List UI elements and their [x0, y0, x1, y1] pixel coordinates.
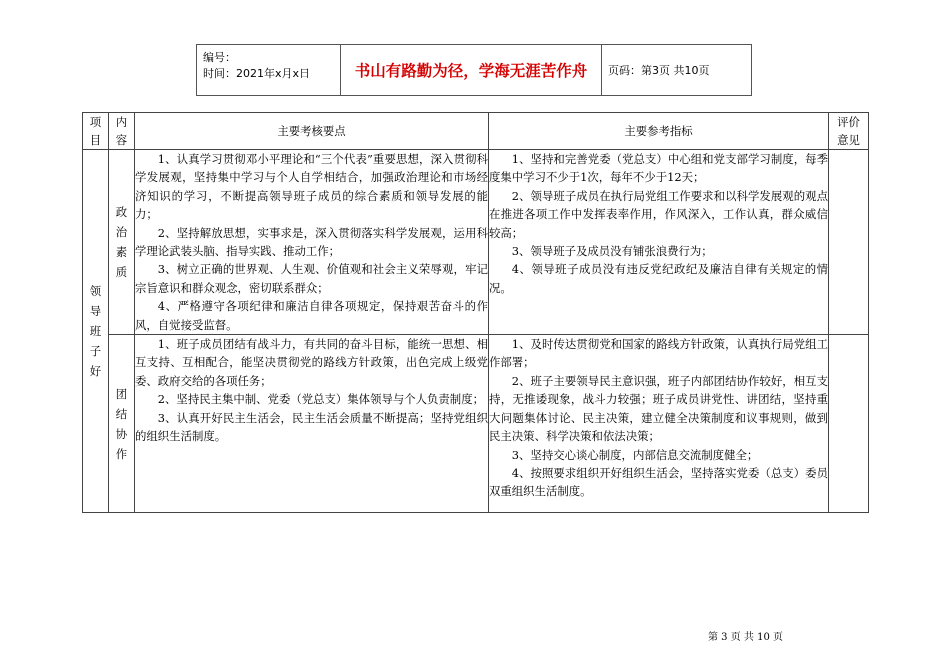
- page-label: 页码：第3页 共10页: [608, 64, 710, 77]
- item-name-char: 班: [89, 324, 102, 339]
- indicator-text: 4、按照要求组织开好组织生活会，坚持落实党委（总支）委员双重组织生活制度。: [489, 465, 828, 499]
- header-content-line: 容: [115, 133, 128, 147]
- indicators-cell: [489, 335, 829, 513]
- point-text: 4、严格遵守各项纪律和廉洁自律各项规定，保持艰苦奋斗的作风，自觉接受监督。: [135, 299, 488, 332]
- header-points: 主要考核要点: [135, 113, 489, 150]
- row-name-cell: [109, 150, 135, 335]
- point-text: 1、认真学习贯彻邓小平理论和“三个代表”重要思想，深入贯彻科学发展观，坚持集中学习与个人自学相结合，加强政治理论和市场经济知识的学习，不断提高领导班子成员的综合素质和领导发展的能力；: [135, 152, 488, 222]
- points-cell: [135, 150, 489, 335]
- point-text: 2、坚持民主集中制、党委（党总支）集体领导与个人负责制度；: [157, 392, 484, 407]
- indicator-text: 1、及时传达贯彻党和国家的路线方针政策，认真执行局党组工作部署；: [489, 337, 828, 370]
- header-evaluation-line: 意见: [837, 133, 860, 147]
- header-content-line: 内: [115, 115, 128, 129]
- header-indicators: 主要参考指标: [489, 113, 829, 150]
- header-item: [83, 113, 109, 150]
- item-name-cell: [83, 150, 109, 513]
- number-label: 编号：: [203, 51, 236, 64]
- header-content: [109, 113, 135, 150]
- evaluation-cell: [829, 335, 869, 513]
- header-evaluation-line: 评价: [837, 115, 860, 129]
- point-text: 1、班子成员团结有战斗力，有共同的奋斗目标，能统一思想、相互支持、互相配合，能坚决贯彻党的路线方针政策，出色完成上级党委、政府交给的各项任务；: [135, 337, 488, 388]
- row-name-char: 素: [115, 245, 128, 260]
- point-text: 2、坚持解放思想，实事求是，深入贯彻落实科学发展观，运用科学理论武装头脑、指导实践、推动工作；: [135, 225, 488, 259]
- item-name-char: 好: [89, 364, 102, 379]
- table-header-row: [83, 113, 869, 150]
- point-text: 3、认真开好民主生活会，民主生活会质量不断提高；坚持党组织的组织生活制度。: [135, 410, 488, 444]
- row-name-char: 治: [115, 225, 128, 240]
- document-header: [196, 44, 752, 96]
- table-row: [83, 335, 869, 513]
- indicator-text: 4、领导班子成员没有违反党纪政纪及廉洁自律有关规定的情况。: [489, 262, 828, 295]
- item-name-char: 领: [89, 284, 102, 299]
- indicator-text: 2、领导班子成员在执行局党组工作要求和以科学发展观的观点在推进各项工作中发挥表率作用，作风深入，工作认真，群众威信较高；: [489, 188, 828, 240]
- header-item-line: 项: [89, 115, 102, 129]
- assessment-table: [82, 112, 869, 513]
- table-row: [83, 150, 869, 335]
- motto: 书山有路勤为径，学海无涯苦作舟: [341, 45, 602, 95]
- row-name-char: 质: [115, 265, 128, 280]
- indicators-cell: [489, 150, 829, 335]
- evaluation-cell: [829, 150, 869, 335]
- row-name-char: 结: [115, 406, 128, 421]
- points-cell: [135, 335, 489, 513]
- header-item-line: 目: [89, 133, 102, 147]
- row-name-cell: [109, 335, 135, 513]
- header-meta: [197, 45, 341, 95]
- item-name-char: 子: [89, 344, 102, 359]
- point-text: 3、树立正确的世界观、人生观、价值观和社会主义荣辱观，牢记宗旨意识和群众观念，密切联系群众；: [135, 262, 488, 295]
- row-name-char: 政: [115, 205, 128, 220]
- indicator-text: 3、坚持交心谈心制度，内部信息交流制度健全；: [511, 447, 759, 462]
- row-name-char: 协: [115, 426, 128, 441]
- date-label: 时间：2021年x月x日: [203, 67, 311, 80]
- row-name-char: 作: [115, 446, 128, 461]
- header-evaluation: [829, 113, 869, 150]
- indicator-text: 1、坚持和完善党委（党总支）中心组和党支部学习制度，每季度集中学习不少于1次，每年不少于12天；: [489, 152, 828, 185]
- item-name-char: 导: [89, 304, 102, 319]
- indicator-text: 3、领导班子及成员没有铺张浪费行为；: [511, 244, 713, 259]
- page-footer: 第 3 页 共 10 页: [708, 632, 783, 643]
- indicator-text: 2、班子主要领导民主意识强，班子内部团结协作较好，相互支持，无推诿现象，战斗力较强；班子成员讲党性、讲团结，坚持重大问题集体讨论、民主决策，建立健全决策制度和议事规则，做到民主决策、科学决策和依法决策；: [489, 373, 828, 444]
- row-name-char: 团: [115, 386, 128, 401]
